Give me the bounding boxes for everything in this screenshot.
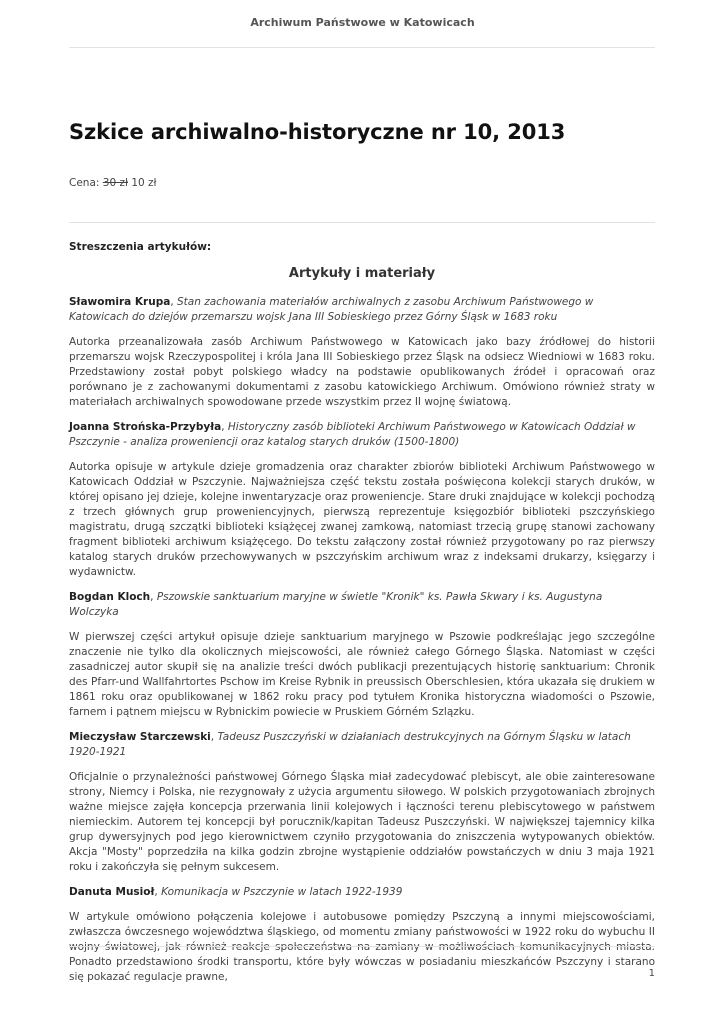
content-divider	[69, 222, 655, 223]
header-divider	[69, 47, 655, 48]
price	[69, 177, 157, 189]
entry-author: Bogdan Kloch	[69, 591, 151, 603]
entry-summary: Oficjalnie o przynależności państwowej Górnego Śląska miał zadecydować plebiscyt, ale obie zainteresowane strony, Niemcy i Polska, nie rezygnowały z użycia argumentu siłowego. W polskich przygotowaniach zbrojnych ważne miejsce zajęła koncepcja przerwania linii kolejowych i łączności terenu plebiscytowego w państwem niemieckim. Autorem tej koncepcji był porucznik/kapitan Tadeusz Puszczyński. W największej tajemnicy kilka grup dywersyjnych pod jego kierownictwem czyniło przygotowania do zniszczenia wytypowanych obiektów. Akcja "Mosty" poprzedziła na kilka godzin zbrojne wystąpienie oddziałów powstańczych w dniu 3 maja 1921 roku i zakończyła się pełnym sukcesem.	[69, 771, 655, 873]
entry-work-title: Komunikacja w Pszczynie w latach 1922-1939	[161, 886, 403, 898]
entry-heading: Sławomira Krupa, Stan zachowania materiałów archiwalnych z zasobu Archiwum Państwowego w Katowicach do dziejów przemarszu wojsk Jana III Sobieskiego przez Górny Śląsk w 1683 roku	[69, 296, 594, 323]
footer-divider	[69, 946, 655, 947]
entry-work-title: Stan zachowania materiałów archiwalnych z zasobu Archiwum Państwowego w Katowicach do dziejów przemarszu wojsk Jana III Sobieskiego przez Górny Śląsk w 1683 roku	[69, 296, 594, 323]
section-heading: Artykuły i materiały	[288, 266, 436, 281]
price-label: Cena:	[69, 177, 100, 189]
entry-summary: W artykule omówiono połączenia kolejowe i autobusowe pomiędzy Pszczyną a innymi miejscowościami, zwłaszcza ówczesnego województwa śląskiego, od momentu zmiany państwowości w 1922 roku do wybuchu II wojny światowej, jak również reakcje społeczeństwa na zamiany w możliwościach komunikacyjnych miasta. Ponadto przedstawiono środki transportu, które były wówczas w posiadaniu mieszkańców Pszczyny i starano się pokazać regulacje prawne,	[69, 911, 655, 983]
entry-heading: Bogdan Kloch, Pszowskie sanktuarium maryjne w świetle "Kronik" ks. Pawła Skwary i ks. Augustyna Wolczyka	[69, 591, 603, 618]
page-number: 1	[648, 968, 655, 979]
page-title: Szkice archiwalno-historyczne nr 10, 2013	[69, 120, 566, 144]
price-new: 10 zł	[131, 177, 157, 189]
summaries-label: Streszczenia artykułów:	[69, 241, 212, 253]
article-content	[69, 240, 655, 983]
entry-author: Danuta Musioł	[69, 886, 155, 898]
site-header: Archiwum Państwowe w Katowicach	[250, 16, 475, 29]
entry-work-title: Pszowskie sanktuarium maryjne w świetle "Kronik" ks. Pawła Skwary i ks. Augustyna Wolczyka	[69, 591, 603, 618]
entry-heading: Danuta Musioł, Komunikacja w Pszczynie w latach 1922-1939	[69, 886, 403, 898]
entry-author: Mieczysław Starczewski	[69, 731, 211, 743]
entry-heading: Mieczysław Starczewski, Tadeusz Puszczyński w działaniach destrukcyjnych na Górnym Śląsku w latach 1920-1921	[69, 731, 631, 758]
price-old: 30 zł	[102, 177, 128, 189]
entry-summary: W pierwszej części artykuł opisuje dzieje sanktuarium maryjnego w Pszowie podkreślając jego szczególne znaczenie nie tylko dla okolicznych miejscowości, ale również całego Górnego Śląska. Natomiast w części zasadniczej autor skupił się na analizie treści dwóch publikacji prezentujących historię sanktuarium: Chronik des Pfarr-und Wallfahrtortes Pschow im Kreise Rybnik in preussisch Oberschlesien, która ukazała się drukiem w 1861 roku oraz opublikowanej w 1862 roku pracy pod tytułem Kronika historyczna wiadomości o Pszowie, farnem i pątnem miejscu w Rybnickim powiecie w Pruskiem Górném Szlązku.	[69, 631, 655, 718]
entry-summary: Autorka przeanalizowała zasób Archiwum Państwowego w Katowicach jako bazy źródłowej do historii przemarszu wojsk Rzeczypospolitej i króla Jana III Sobieskiego przez Śląsk na odsiecz Wiedniowi w 1683 roku. Przedstawiony został pobyt polskiego władcy na podstawie opublikowanych źródeł i opracowań oraz porównano je z zachowanymi dokumentami z zasobu katowickiego Archiwum. Omówiono również straty w materiałach archiwalnych spowodowane przede wszystkim przez II wojnę światową.	[69, 336, 655, 408]
entry-author: Joanna Strońska-Przybyła	[69, 421, 222, 433]
entry-summary: Autorka opisuje w artykule dzieje gromadzenia oraz charakter zbiorów biblioteki Archiwum Państwowego w Katowicach Oddział w Pszczynie. Najważniejsza część tekstu została poświęcona kolekcji starych druków, w której opisano jej dzieje, kolejne inwentaryzacje oraz proweniencje. Stare druki znajdujące w kolekcji pochodzą z trzech głównych grup proweniencyjnych, pierwszą reprezentuje księgozbiór biblioteki pszczyńskiego magistratu, drugą szczątki biblioteki książęcej zwanej zamkową, natomiast trzecią grupę stanowi zachowany fragment biblioteki archiwum książęcego. Do tekstu załączony został również przygotowany po raz pierwszy katalog starych druków przechowywanych w pszczyńskim archiwum wraz z indeksami drukarzy, księgarzy i wydawnictw.	[69, 461, 655, 578]
entry-author: Sławomira Krupa	[69, 296, 171, 308]
entry-work-title: Historyczny zasób biblioteki Archiwum Państwowego w Katowicach Oddział w Pszczynie - analiza proweniencji oraz katalog starych druków (1500-1800)	[69, 421, 636, 448]
entry-work-title: Tadeusz Puszczyński w działaniach destrukcyjnych na Górnym Śląsku w latach 1920-1921	[69, 731, 631, 758]
entry-heading: Joanna Strońska-Przybyła, Historyczny zasób biblioteki Archiwum Państwowego w Katowicach Oddział w Pszczynie - analiza proweniencji oraz katalog starych druków (1500-1800)	[69, 421, 636, 448]
